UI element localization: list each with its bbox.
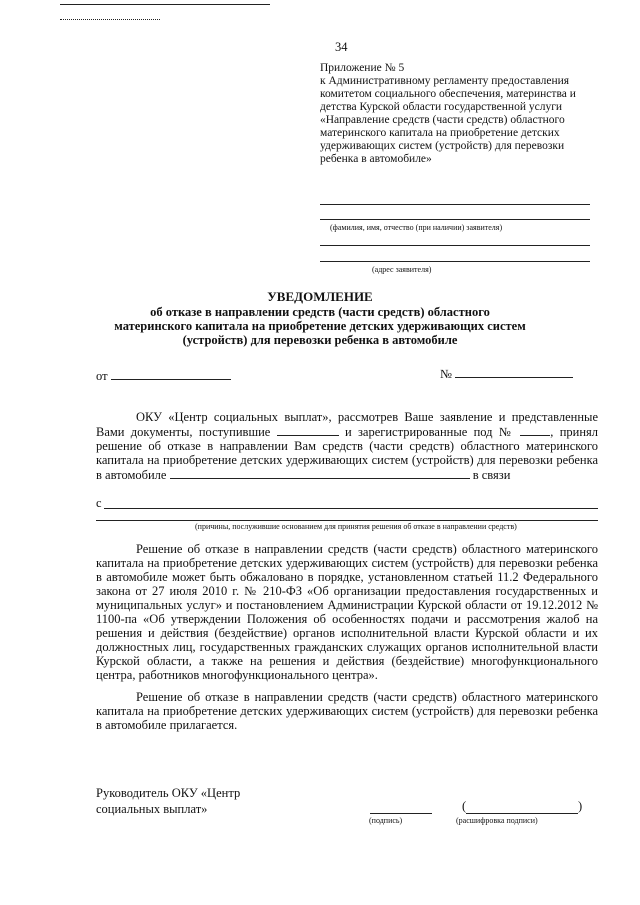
notice-title: УВЕДОМЛЕНИЕ	[267, 289, 373, 304]
header-rule-short	[60, 19, 160, 20]
signature-caption: (подпись)	[369, 816, 403, 825]
reason-caption: (причины, послужившие основанием для принятия решения об отказе в направлении средств)	[195, 522, 517, 531]
registration-number-field[interactable]	[520, 424, 550, 436]
number-field[interactable]	[455, 366, 573, 378]
applicant-name-caption: (фамилия, имя, отчество (при наличии) заявителя)	[330, 223, 503, 232]
notice-subtitle: об отказе в направлении средств (части средств) областного материнского капитала на приобретение детских удерживающих систем (устройств) для перевозки ребенка в автомобиле	[114, 305, 526, 347]
signatory-title-1: Руководитель ОКУ «Центр	[96, 786, 241, 800]
paragraph-3: Решение об отказе в направлении средств (части средств) областного материнского капитала на приобретение детских удерживающих систем (устройств) для перевозки ребенка в автомобиле прилагается.	[96, 690, 598, 732]
p1-registered: и зарегистрированные под №	[344, 425, 514, 439]
date-label: от	[96, 369, 108, 383]
page-number: 34	[335, 40, 348, 54]
paragraph-2: Решение об отказе в направлении средств (части средств) областного материнского капитала на приобретение детских удерживающих систем (устройств) для перевозки ребенка в автомобиле может быть обжаловано в порядке, установленном статьей 11.2 Федерального закона от 27 июля 2010 г. № 210-ФЗ «Об организации предоставления государственных и муниципальных услуг» и постановлением Администрации Курской области от 19.12.2012 № 1100-па «Об утверждении Положения об особенностях подачи и рассмотрения жалоб на решения и действия (бездействие) органов исполнительной власти Курской области и их должностных лиц, государственных гражданских служащих органов исполнительной власти Курской области, а также на решения и действия (бездействие) многофункционального центра, работников многофункционального центра».	[96, 542, 598, 682]
reason-line-1[interactable]	[104, 508, 598, 509]
decode-line[interactable]	[466, 813, 578, 814]
appendix-title: Приложение № 5	[320, 62, 405, 74]
p1-start: ОКУ «Центр социальных выплат», рассмотрев Ваше заявление и представленные Вами документы, поступившие	[96, 410, 598, 439]
header-rule	[60, 4, 270, 5]
p1-with: с	[96, 496, 102, 510]
appendix-text: к Административному регламенту предоставления комитетом социального обеспечения, материнства и детства Курской области государственной услуги «Направление средств (части средств) областного материнского капитала на приобретение детских удерживающих систем (устройств) для перевозки ребенка в автомобиле»	[320, 75, 576, 165]
signatory-title-2: социальных выплат»	[96, 802, 208, 816]
p1-due: в связи	[472, 468, 511, 482]
reason-field-inline[interactable]	[170, 467, 470, 479]
paragraph-1	[96, 410, 598, 482]
applicant-line-1	[320, 204, 590, 205]
date-row	[96, 368, 231, 383]
decode-caption: (расшифровка подписи)	[456, 816, 538, 825]
date-field[interactable]	[111, 368, 231, 380]
p1-made: , принял решение об отказе в направлении Вам средств (части средств) областного материнского капитала на приобретение детских удерживающих систем (устройств) для перевозки ребенка в автомобиле	[96, 425, 599, 482]
applicant-address-line-2	[320, 261, 590, 262]
decode-paren-open: (	[462, 799, 467, 813]
reason-line-2[interactable]	[96, 520, 598, 521]
number-row	[440, 366, 573, 381]
applicant-address-caption: (адрес заявителя)	[372, 265, 432, 274]
number-label: №	[440, 367, 452, 381]
applicant-line-2	[320, 219, 590, 220]
received-date-field[interactable]	[277, 424, 339, 436]
applicant-address-line-1	[320, 245, 590, 246]
signature-line[interactable]	[370, 813, 432, 814]
decode-paren-close: )	[578, 799, 583, 813]
